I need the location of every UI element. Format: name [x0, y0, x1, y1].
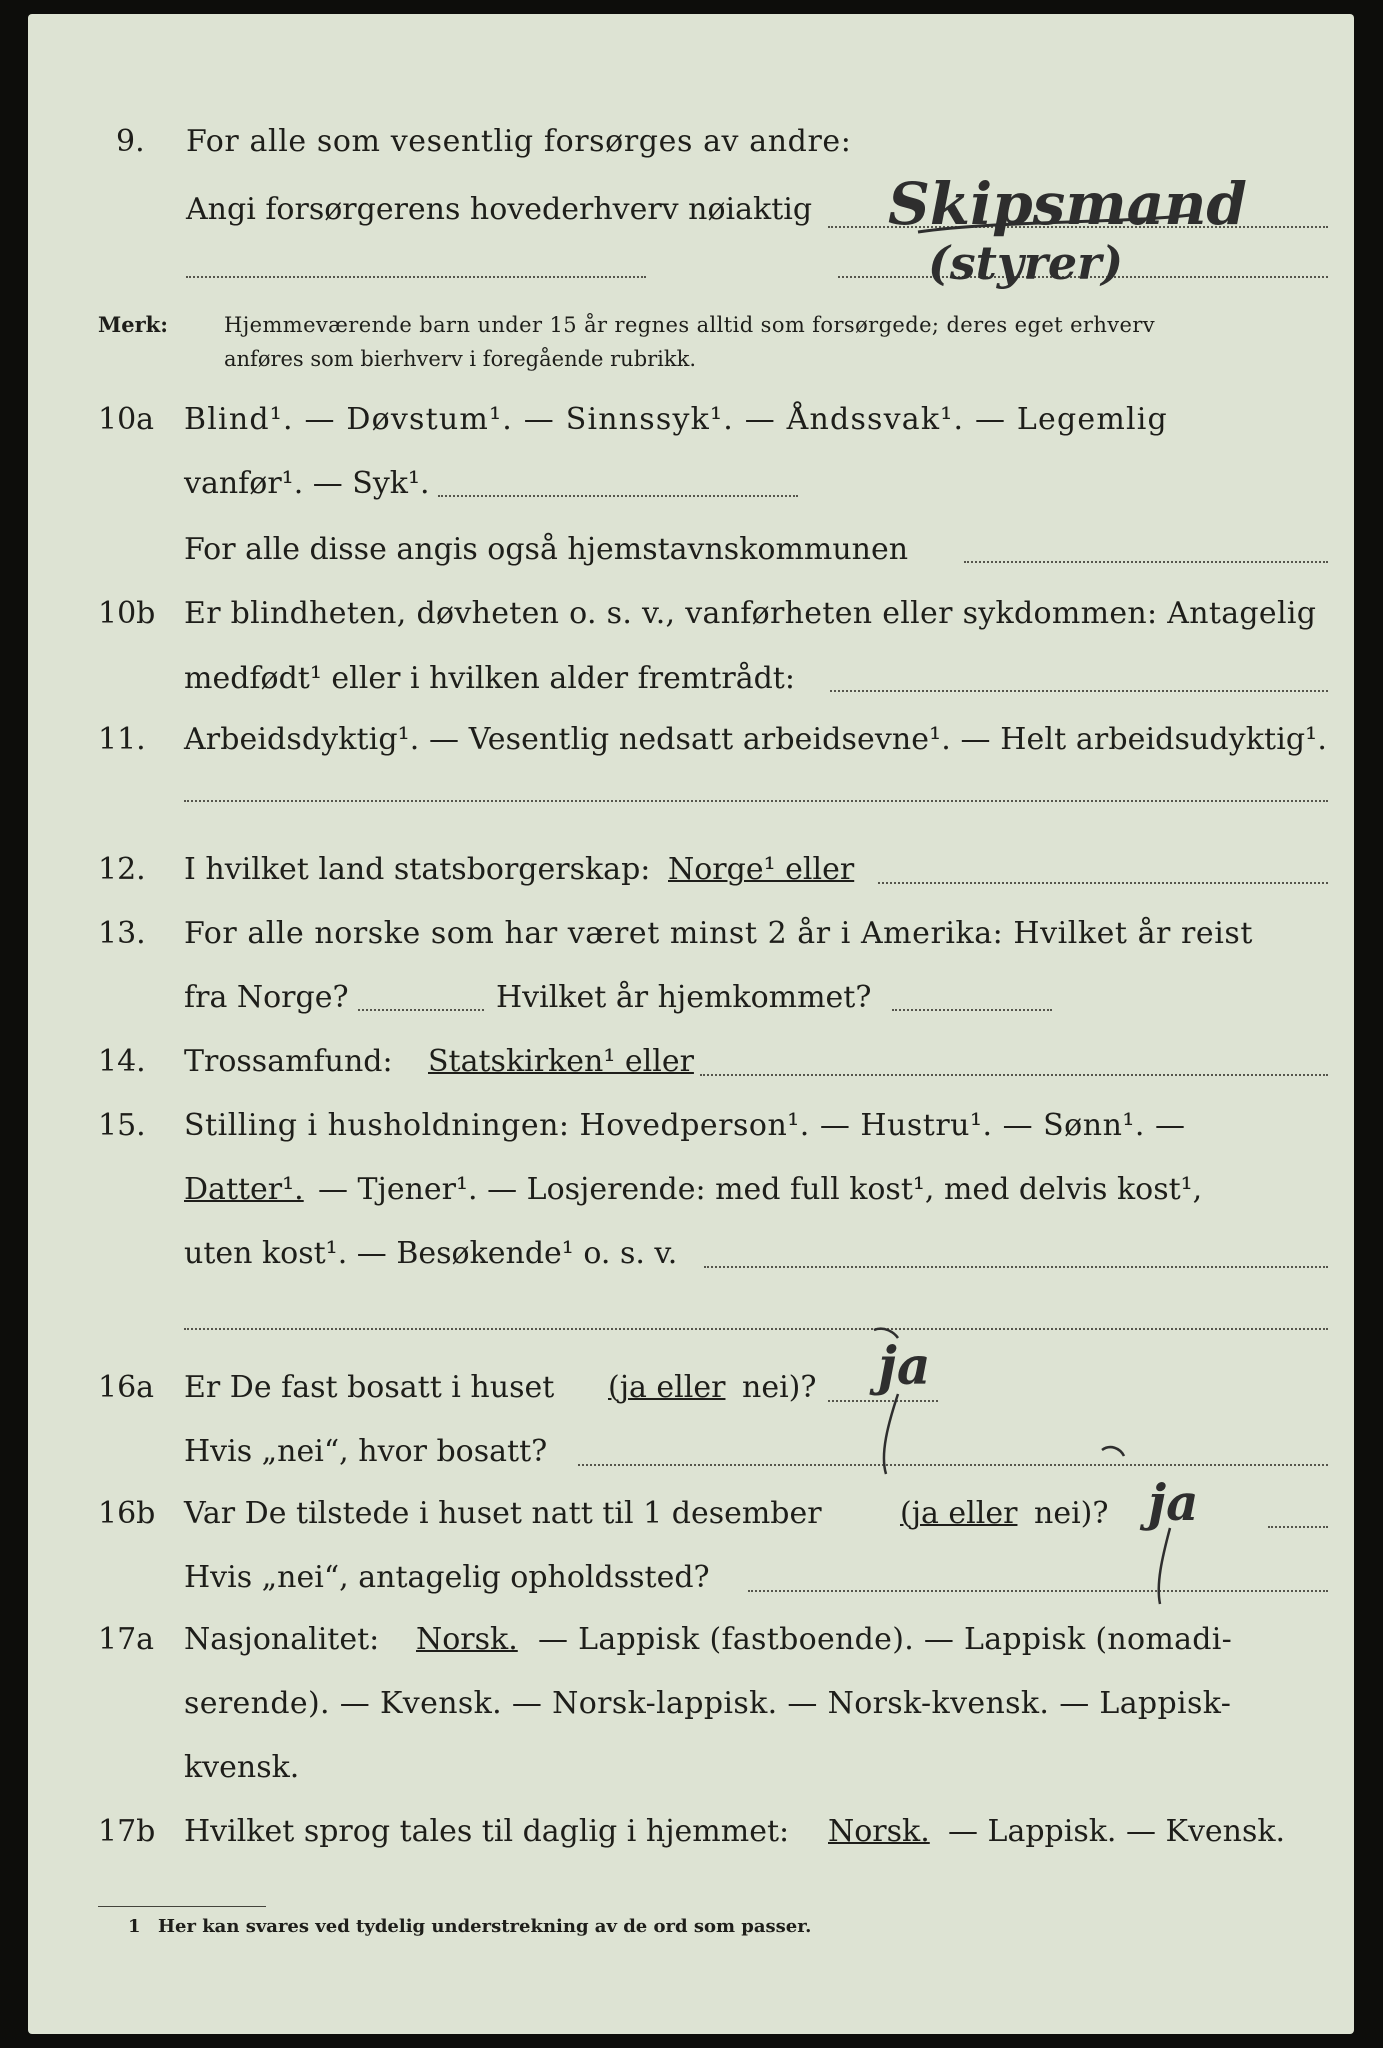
q17a-number: 17a — [98, 1622, 155, 1657]
q17a-line3: kvensk. — [184, 1750, 300, 1785]
q15-answer-line — [704, 1266, 1328, 1268]
q13-emigrated-line — [358, 1009, 484, 1011]
q17b-underlined-answer: Norsk. — [828, 1814, 930, 1849]
q9-number: 9. — [116, 124, 145, 159]
handwriting-q9 — [878, 154, 1338, 294]
q9-handwritten-answer — [878, 154, 1338, 298]
q17b-number: 17b — [98, 1814, 156, 1849]
q12-number: 12. — [98, 852, 146, 887]
q13-line2b: Hvilket år hjemkommet? — [496, 980, 872, 1015]
handwritten-occupation: Skipsmand — [888, 170, 1247, 238]
q14-underlined-answer: Statskirken¹ eller — [428, 1044, 694, 1079]
q15-line3: uten kost¹. — Besøkende¹ o. s. v. — [184, 1236, 678, 1271]
q16a-number: 16a — [98, 1370, 155, 1405]
q16b-handwritten-answer — [1148, 1454, 1328, 1618]
q14-number: 14. — [98, 1044, 146, 1079]
q16b-number: 16b — [98, 1496, 156, 1531]
q10b-number: 10b — [98, 596, 156, 631]
q16b-line2: Hvis „nei“, antagelig opholdssted? — [184, 1560, 710, 1595]
census-form-page — [28, 14, 1354, 2034]
q11-answer-line — [184, 800, 1328, 802]
q13-line1: For alle norske som har været minst 2 år i Amerika: Hvilket år reist — [184, 916, 1253, 951]
q9-line2: Angi forsørgerens hovederhverv nøiaktig — [186, 192, 813, 227]
q10a-line3: For alle disse angis også hjemstavnskommunen — [184, 532, 909, 567]
q16a-line1b: nei)? — [742, 1370, 817, 1405]
q10b-line2: medfødt¹ eller i hvilken alder fremtrådt: — [184, 661, 795, 696]
handwritten-yes-16b: ja — [1148, 1473, 1199, 1532]
handwriting-q16b — [1148, 1454, 1328, 1614]
q10a-hometown-line — [964, 561, 1328, 563]
handwritten-occupation-note: (styrer) — [928, 236, 1124, 290]
footnote-rule — [98, 1906, 266, 1907]
q13-returned-line — [892, 1009, 1052, 1011]
q17a-line1: — Lappisk (fastboende). — Lappisk (nomadi- — [538, 1622, 1233, 1657]
q16b-line1a: Var De tilstede i huset natt til 1 desember — [184, 1496, 822, 1531]
q16b-underlined-answer: (ja eller — [900, 1496, 1018, 1531]
q11-number: 11. — [98, 722, 146, 757]
q14-answer-line — [700, 1074, 1328, 1076]
handwriting-q16a — [858, 1324, 1158, 1484]
merk-line1: Hjemmeværende barn under 15 år regnes alltid som forsørgede; deres eget erhverv — [224, 313, 1156, 337]
q17a-label: Nasjonalitet: — [184, 1622, 380, 1657]
q13-number: 13. — [98, 916, 146, 951]
q12-line1: I hvilket land statsborgerskap: — [184, 852, 651, 887]
q16a-underlined-answer: (ja eller — [608, 1370, 726, 1405]
q10a-number: 10a — [98, 402, 155, 437]
q16a-handwritten-answer — [858, 1324, 1158, 1488]
q17b-line1b: — Lappisk. — Kvensk. — [948, 1814, 1286, 1849]
merk-line2: anføres som bierhverv i foregående rubrikk. — [224, 347, 697, 371]
handwritten-yes-16a: ja — [878, 1336, 931, 1397]
q15-number: 15. — [98, 1108, 146, 1143]
q10b-line1: Er blindheten, døvheten o. s. v., vanførheten eller sykdommen: Antagelig — [184, 596, 1317, 631]
q10b-answer-line — [830, 690, 1328, 692]
q13-line2a: fra Norge? — [184, 980, 349, 1015]
q16a-line1a: Er De fast bosatt i huset — [184, 1370, 555, 1405]
q11-line1: Arbeidsdyktig¹. — Vesentlig nedsatt arbeidsevne¹. — Helt arbeidsudyktig¹. — [184, 722, 1327, 757]
q12-answer-line — [878, 882, 1328, 884]
q15-underlined-answer: Datter¹. — [184, 1172, 304, 1207]
q10a-line2: vanfør¹. — Syk¹. — [184, 466, 430, 501]
q12-underlined-answer: Norge¹ eller — [668, 852, 855, 887]
q14-label: Trossamfund: — [184, 1044, 393, 1079]
footnote-text: Her kan svares ved tydelig understrekning av de ord som passer. — [158, 1916, 812, 1937]
q15-line1: Stilling i husholdningen: Hovedperson¹. — Hustru¹. — Sønn¹. — — [184, 1108, 1186, 1143]
q10a-answer-line — [438, 495, 798, 497]
q16b-line1b: nei)? — [1034, 1496, 1109, 1531]
q9-answer-line-2a — [186, 276, 646, 278]
q17a-underlined-answer: Norsk. — [416, 1622, 518, 1657]
q17a-line2: serende). — Kvensk. — Norsk-lappisk. — Norsk-kvensk. — Lappisk- — [184, 1686, 1232, 1721]
q9-line1: For alle som vesentlig forsørges av andre: — [186, 124, 852, 159]
q16a-line2: Hvis „nei“, hvor bosatt? — [184, 1434, 548, 1469]
q17b-line1: Hvilket sprog tales til daglig i hjemmet: — [184, 1814, 790, 1849]
footnote-mark: 1 — [128, 1916, 141, 1937]
q10a-line1: Blind¹. — Døvstum¹. — Sinnssyk¹. — Åndssvak¹. — Legemlig — [184, 402, 1168, 437]
merk-label: Merk: — [98, 312, 168, 337]
q15-line2: — Tjener¹. — Losjerende: med full kost¹, med delvis kost¹, — [318, 1172, 1203, 1207]
